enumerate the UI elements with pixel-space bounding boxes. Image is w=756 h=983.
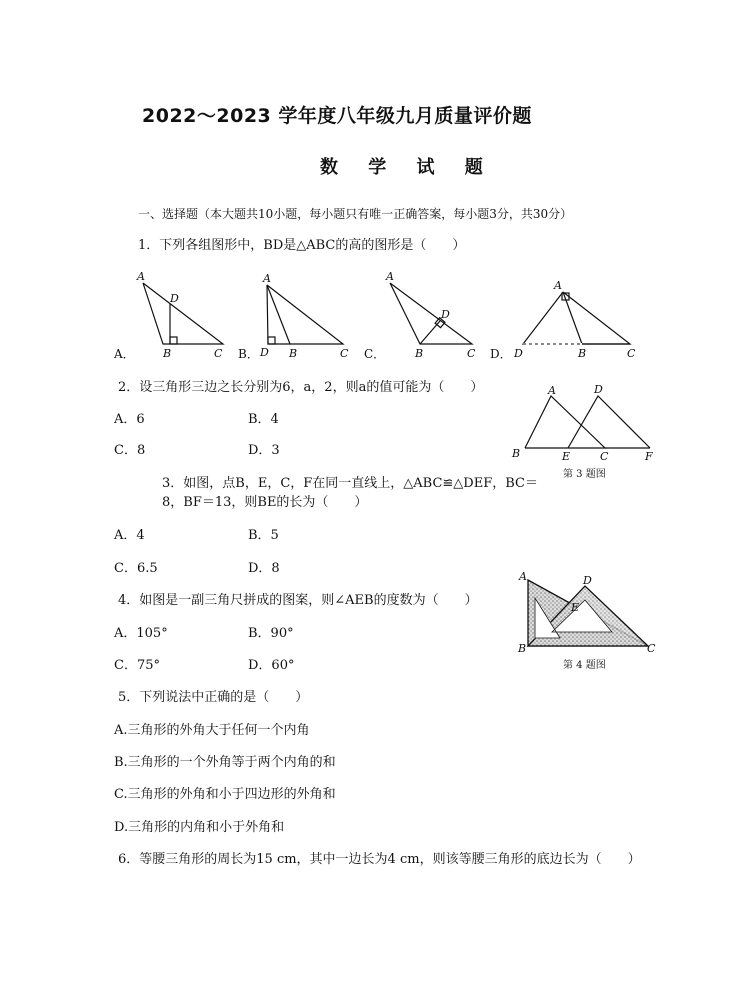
q4-option-d: D．60° <box>248 658 295 673</box>
q1d-label-c: C <box>627 347 636 360</box>
q1d-label-a: A <box>554 279 562 292</box>
q3-option-a: A．4 <box>114 528 145 543</box>
q4-label-b: B <box>518 642 527 655</box>
q5-option-b: B.三角形的一个外角等于两个内角的和 <box>114 755 336 770</box>
q3-option-c: C．6.5 <box>114 561 158 576</box>
question-1-stem: 1．下列各组图形中，BD是△ABC的高的图形是（ ） <box>138 238 466 253</box>
q3-label-d: D <box>594 383 603 396</box>
q3-option-b: B．5 <box>248 528 279 543</box>
q1-option-a: A． <box>114 347 135 361</box>
q1-option-c: C． <box>364 347 386 361</box>
question-2-stem: 2．设三角形三边之长分别为6，a，2，则a的值可能为（ ） <box>118 380 484 395</box>
q2-option-c: C．8 <box>114 443 146 458</box>
q2-option-b: B．4 <box>248 412 279 427</box>
q1b-label-d: D <box>260 346 269 359</box>
q1d-label-d: D <box>514 347 523 360</box>
q5-option-d: D.三角形的内角和小于外角和 <box>114 820 285 835</box>
page-title: 2022～2023 学年度八年级九月质量评价题 <box>142 105 532 127</box>
q1c-label-b: B <box>415 347 424 360</box>
question-3-figure <box>505 383 665 463</box>
q5-option-a: A.三角形的外角大于任何一个内角 <box>114 723 310 738</box>
q5-option-c: C.三角形的外角和小于四边形的外角和 <box>114 787 336 802</box>
question-3-stem-line1: 3．如图，点B，E，C，F在同一直线上，△ABC≌△DEF，BC＝ <box>162 476 538 491</box>
q1-option-b: B． <box>238 347 259 361</box>
q4-figure-caption: 第 4 题图 <box>563 660 606 671</box>
q3-figure-caption: 第 3 题图 <box>563 469 606 480</box>
question-1-figures <box>0 262 756 367</box>
q1b-label-a: A <box>263 272 271 285</box>
q4-option-c: C．75° <box>114 658 160 673</box>
q4-label-a: A <box>519 570 527 583</box>
q1c-label-d: D <box>441 308 450 321</box>
q1a-label-b: B <box>163 347 172 360</box>
q1b-label-c: C <box>340 347 349 360</box>
q4-label-e: E <box>571 601 580 614</box>
q4-option-b: B．90° <box>248 626 294 641</box>
q4-label-c: C <box>647 642 656 655</box>
q3-label-c: C <box>600 450 609 463</box>
q3-label-e: E <box>562 450 571 463</box>
page-subtitle: 数 学 试 题 <box>320 157 495 178</box>
q1c-label-a: A <box>386 270 394 283</box>
question-6-stem: 6．等腰三角形的周长为15 cm，其中一边长为4 cm，则该等腰三角形的底边长为（ ） <box>118 852 641 867</box>
q1a-label-d: D <box>170 292 179 305</box>
question-5-stem: 5．下列说法中正确的是（ ） <box>118 690 309 705</box>
question-4-stem: 4．如图是一副三角尺拼成的图案，则∠AEB的度数为（ ） <box>118 593 478 608</box>
q1a-label-a: A <box>137 270 145 283</box>
q3-label-b: B <box>512 447 521 460</box>
q3-option-d: D．8 <box>248 561 280 576</box>
question-4-figure <box>515 570 660 655</box>
q1-option-d: D． <box>490 347 512 361</box>
q1c-label-c: C <box>467 347 476 360</box>
q1a-label-c: C <box>214 347 223 360</box>
q2-option-d: D．3 <box>248 443 280 458</box>
q2-option-a: A．6 <box>114 412 145 427</box>
section-heading: 一、选择题（本大题共10小题，每小题只有唯一正确答案，每小题3分，共30分） <box>138 207 573 221</box>
q4-label-d: D <box>583 574 592 587</box>
q1d-label-b: B <box>578 347 587 360</box>
question-3-stem-line2: 8，BF＝13，则BE的长为（ ） <box>162 495 368 510</box>
q3-label-f: F <box>645 450 653 463</box>
q1b-label-b: B <box>289 347 298 360</box>
q3-label-a: A <box>548 384 556 397</box>
q4-option-a: A．105° <box>114 626 168 641</box>
